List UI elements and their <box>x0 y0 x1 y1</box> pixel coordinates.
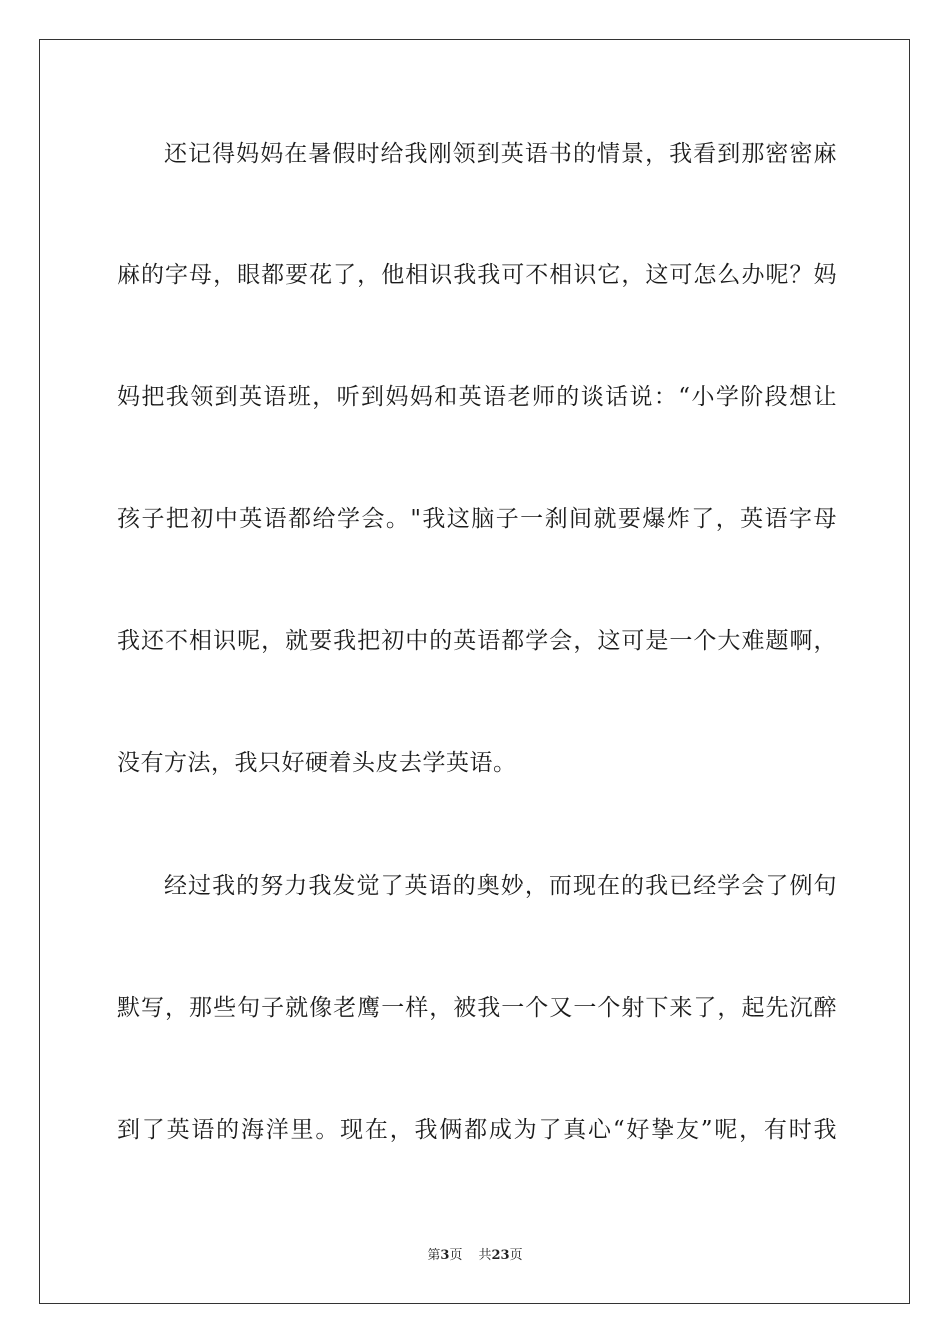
page-number: 3 <box>440 1248 450 1263</box>
total-prefix: 共 <box>478 1248 492 1263</box>
page-footer <box>0 1246 950 1266</box>
text-line: 到了英语的海洋里。现在，我俩都成为了真心“好挚友”呢，有时我 <box>117 1117 837 1143</box>
total-suffix: 页 <box>509 1248 523 1263</box>
text-line: 还记得妈妈在暑假时给我刚领到英语书的情景，我看到那密密麻 <box>164 141 837 167</box>
text-line: 经过我的努力我发觉了英语的奥妙，而现在的我已经学会了例句 <box>164 873 837 899</box>
text-line: 默写，那些句子就像老鹰一样，被我一个又一个射下来了，起先沉醉 <box>117 995 837 1021</box>
text-line: 我还不相识呢，就要我把初中的英语都学会，这可是一个大难题啊， <box>117 628 837 654</box>
text-line: 妈把我领到英语班，听到妈妈和英语老师的谈话说：“小学阶段想让 <box>117 384 837 410</box>
page-prefix: 第 <box>427 1248 441 1263</box>
text-line: 孩子把初中英语都给学会。"我这脑子一刹间就要爆炸了，英语字母 <box>117 506 837 532</box>
page-suffix: 页 <box>449 1248 463 1263</box>
text-line: 没有方法，我只好硬着头皮去学英语。 <box>117 750 517 776</box>
text-line: 麻的字母，眼都要花了，他相识我我可不相识它，这可怎么办呢？妈 <box>117 262 837 288</box>
total-pages: 23 <box>491 1248 510 1263</box>
